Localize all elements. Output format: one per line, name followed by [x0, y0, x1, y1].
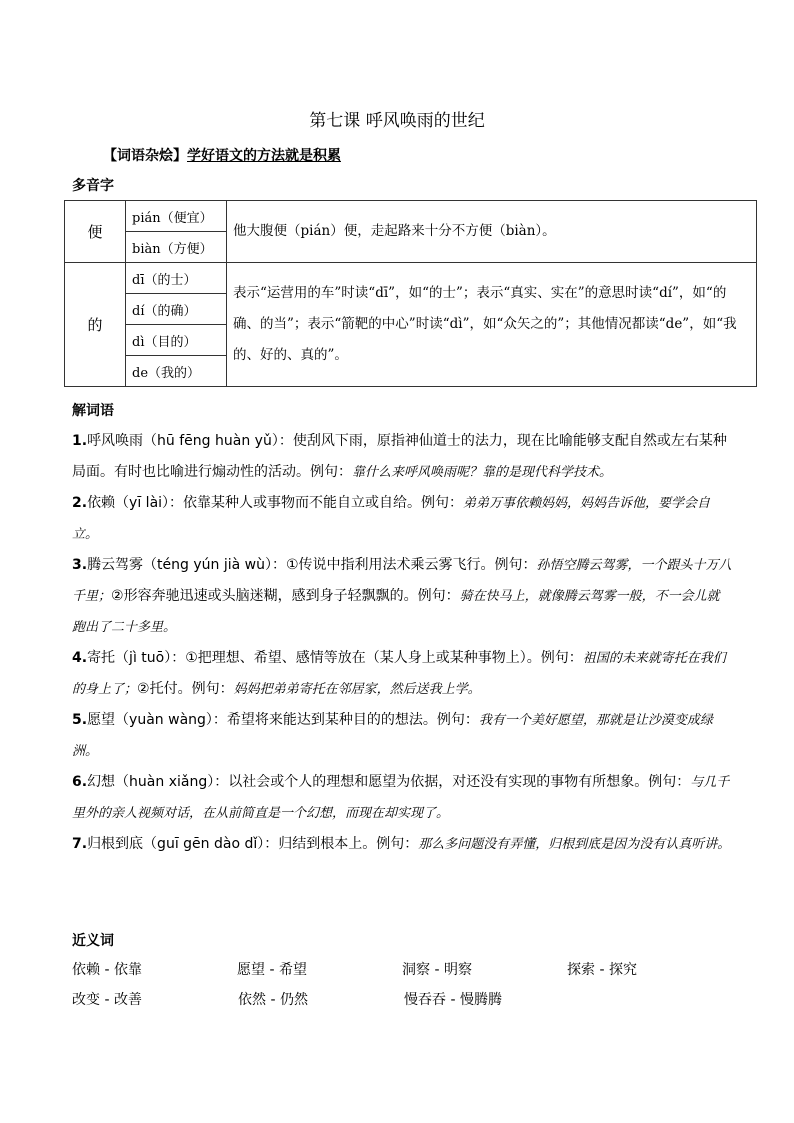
synonym-row: [72, 985, 732, 1015]
entry-number: 2.: [72, 495, 88, 511]
polyphone-example: 表示“运营用的车”时读“dī”，如“的士”；表示“真实、实在”的意思时读“dí”，如“的确、的当”；表示“箭靶的中心”时读“dì”，如“众矢之的”；其他情况都读“de”，如“我的、好的、真的”。: [227, 263, 757, 387]
word-entry: [72, 550, 732, 643]
entry-number: 3.: [72, 557, 88, 573]
entry-example: 我有一个美好愿望，那就是让沙漠变成绿洲。: [72, 713, 713, 759]
entry-example: 骑在快马上，就像腾云驾雾一般，不一会儿就跑出了二十多里。: [72, 589, 720, 635]
entry-number: 7.: [72, 836, 88, 852]
polyphone-example: 他大腹便（pián）便，走起路来十分不方便（biàn）。: [227, 201, 757, 263]
word-entry: [72, 488, 732, 550]
word-entry: [72, 767, 732, 829]
word-entry: [72, 643, 732, 705]
synonym-pair: 愿望 - 希望: [237, 962, 307, 978]
synonym-pair: 洞察 - 明察: [402, 962, 472, 978]
entry-example: 与几千里外的亲人视频对话，在从前简直是一个幻想，而现在却实现了。: [72, 775, 730, 821]
entry-text: ②形容奔驰迅速或头脑迷糊，感到身子轻飘飘的。例句：: [111, 588, 460, 604]
entry-text: 愿望（yuàn wàng）：希望将来能达到某种目的的想法。例句：: [87, 712, 479, 728]
polyphone-reading: biàn（方便）: [126, 232, 227, 263]
section-bracket: 【词语杂烩】: [103, 148, 187, 164]
synonym-list: [72, 955, 732, 1015]
section-subtitle: 学好语文的方法就是积累: [187, 148, 341, 164]
polyphone-table: [64, 200, 757, 387]
words-heading: 解词语: [72, 403, 114, 419]
entry-number: 6.: [72, 774, 88, 790]
entry-example: 妈妈把弟弟寄托在邻居家，然后送我上学。: [233, 682, 481, 697]
polyphone-heading: 多音字: [72, 178, 114, 194]
polyphone-reading: dī（的士）: [126, 263, 227, 294]
polyphone-char: 便: [65, 201, 126, 263]
synonyms-heading: 近义词: [72, 933, 114, 949]
entry-example: 那么多问题没有弄懂，归根到底是因为没有认真听讲。: [418, 837, 731, 852]
entry-text: 幻想（huàn xiǎng）：以社会或个人的理想和愿望为依据，对还没有实现的事物有所想象。例句：: [87, 774, 691, 790]
synonym-pair: 依赖 - 依靠: [72, 962, 142, 978]
word-entry: [72, 705, 732, 767]
entry-text: 寄托（jì tuō）：①把理想、希望、感情等放在（某人身上或某种事物上）。例句：: [87, 650, 583, 666]
word-entry: [72, 426, 732, 488]
entry-text: 依赖（yī lài）：依靠某种人或事物而不能自立或自给。例句：: [87, 495, 464, 511]
polyphone-reading: de（我的）: [126, 356, 227, 387]
entry-example: 靠什么来呼风唤雨呢？靠的是现代科学技术。: [352, 465, 613, 480]
entry-example: 弟弟万事依赖妈妈，妈妈告诉他，要学会自立。: [72, 496, 711, 542]
table-row: [65, 263, 757, 294]
page-title: 第七课 呼风唤雨的世纪: [309, 111, 485, 131]
synonym-pair: 探索 - 探究: [567, 962, 637, 978]
synonym-pair: 改变 - 改善: [72, 992, 142, 1008]
synonym-pair: 慢吞吞 - 慢腾腾: [404, 992, 502, 1008]
entry-number: 4.: [72, 650, 88, 666]
entry-text: 归根到底（guī gēn dào dǐ）：归结到根本上。例句：: [87, 836, 419, 852]
polyphone-reading: pián（便宜）: [126, 201, 227, 232]
entry-number: 1.: [72, 433, 88, 449]
word-entry: [72, 829, 732, 860]
polyphone-reading: dí（的确）: [126, 294, 227, 325]
entry-text: ②托付。例句：: [137, 681, 234, 697]
entry-text: 呼风唤雨（hū fēng huàn yǔ）：使刮风下雨，原指神仙道士的法力，现在比喻能够支配自然或左右某种局面。有时也比喻进行煽动性的活动。例句：: [72, 433, 727, 480]
entry-example: 孙悟空腾云驾雾，一个跟头十万八千里；: [72, 558, 732, 604]
polyphone-reading: dì（目的）: [126, 325, 227, 356]
synonym-row: [72, 955, 732, 985]
entry-number: 5.: [72, 712, 88, 728]
entry-text: 腾云驾雾（téng yún jià wù）：①传说中指利用法术乘云雾飞行。例句：: [87, 557, 537, 573]
entry-example: 祖国的未来就寄托在我们的身上了；: [72, 651, 726, 697]
table-row: [65, 201, 757, 232]
synonym-pair: 依然 - 仍然: [238, 992, 308, 1008]
word-definitions: [72, 426, 732, 860]
section-heading: [103, 145, 341, 165]
polyphone-char: 的: [65, 263, 126, 387]
